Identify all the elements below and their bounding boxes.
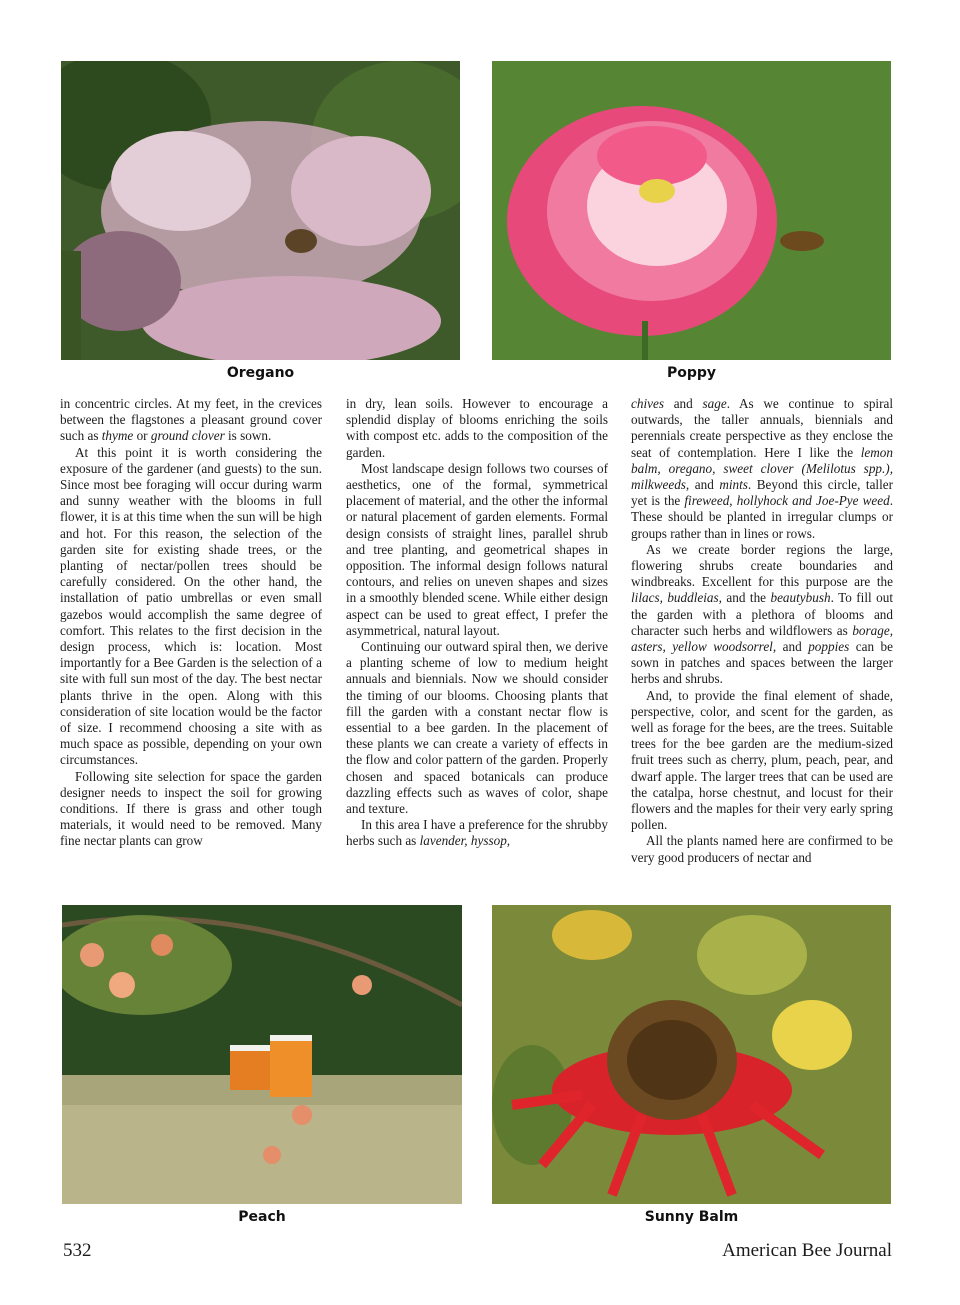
paragraph: Continuing our outward spiral then, we derive a planting scheme of low to medium height annuals and biennials. Now we should consider the timing of our blooms. Choosing plants that fill the garden with a constant nectar flow is essential to a bee garden. In the placement of these plants we can create a variety of effects in the flow and color pattern of the garden. Properly chosen and spaced botanicals can produce dazzling effects such as waves of color, shape and texture. [346, 639, 608, 817]
paragraph: Following site selection for space the garden designer needs to inspect the soil for growing conditions. If there is grass and other tough materials, it would need to be removed. Many fine nectar plants can grow [60, 768, 322, 849]
italic-term: sage [702, 396, 727, 411]
article-column-2 [346, 396, 608, 850]
poppy-photo [492, 61, 891, 360]
italic-term: chives [631, 396, 664, 411]
paragraph: in dry, lean soils. However to encourage a splendid display of blooms enriching the soils with compost etc. adds to the composition of the garden. [346, 396, 608, 460]
journal-title: American Bee Journal [722, 1240, 892, 1261]
paragraph: In this area I have a preference for the shrubby herbs such as lavender, hyssop, [346, 817, 608, 849]
peach-caption: Peach [238, 1209, 286, 1225]
sunny-balm-photo [492, 905, 891, 1204]
italic-term: mints [719, 477, 748, 493]
oregano-caption: Oregano [226, 365, 295, 381]
italic-term: fireweed, hollyhock and Joe-Pye weed [684, 493, 890, 509]
paragraph: chives and sage. As we continue to spiral outwards, the taller annuals, biennials and perennials create perspective as they enclose the seat of contemplation. Here I like the lemon balm, oregano, sweet clover (Melilotus spp.), milkweeds, and mints. Beyond this circle, taller yet is the fireweed, hollyhock and Joe-Pye weed. These should be planted in irregular clumps or groups rather than in lines or rows. [631, 396, 893, 541]
paragraph: And, to provide the final element of shade, perspective, color, and scent for the garden, as well as forage for the bees, are the trees. Suitable trees for the bee garden are the medium-sized fruit trees such as cherry, plum, peach, pear, and dwarf apple. The larger trees that can be used are the catalpa, horse chestnut, and locust for their flowers and the maples for their very early spring pollen. [631, 687, 893, 833]
oregano-photo [61, 61, 460, 360]
italic-term: lavender, hyssop, [419, 833, 511, 849]
article-column-1 [60, 396, 322, 850]
italic-term: borage, asters, yellow woodsorrel, [631, 622, 893, 655]
paragraph: As we create border regions the large, flowering shrubs create boundaries and windbreaks. Excellent for this purpose are the lilacs, buddleias, and the beautybush. To fill out the garden with a plethora of blooms and character such herbs and wildflowers as borage, asters, yellow woodsorrel, and poppies can be sown in patches and spaces between the larger herbs and shrubs. [631, 541, 893, 687]
article-column-3 [631, 396, 893, 866]
italic-term: beautybush [770, 590, 831, 606]
peach-photo [62, 905, 462, 1204]
paragraph: At this point it is worth considering the exposure of the gardener (and guests) to the sun. Since most bee foraging will occur during warm and sunny weather with the blooms in full flower, it is at this time when the sun will be high and hot. For this reason, the selection of the garden site for existing shade trees, or the planting of nectar/pollen trees should be carefully considered. On the other hand, the installation of patio umbrellas or even small gazebos would accomplish the same degree of comfort. This relates to the first decision in the design process, which is: location. Most importantly for a Bee Garden is the selection of a site with full sun most of the day. The best nectar plants thrive in the open. Along with this consideration of site location would be the factor of size. I recommend choosing a site with as much space as possible, depending on your own circumstances. [60, 444, 322, 768]
italic-term: lemon balm, oregano, sweet clover (Melilotus spp.), milkweeds, [631, 444, 893, 493]
italic-term: lilacs, buddleias, [631, 590, 722, 606]
italic-term: poppies [808, 639, 850, 655]
poppy-caption: Poppy [666, 365, 717, 381]
paragraph: in concentric circles. At my feet, in the crevices between the flagstones a pleasant ground cover such as thyme or ground clover is sown. [60, 396, 322, 444]
paragraph: Most landscape design follows two courses of aesthetics, one of the formal, symmetrical placement of material, and the other the informal or natural placement of garden elements. Formal design consists of straight lines, parallel shrub and tree planting, and geometrical shapes in opposition. The informal design follows natural contours, and relies on uneven shapes and sizes in a smoothly blended scene. While either design aspect can be used to great effect, I prefer the asymmetrical, natural layout. [346, 460, 608, 638]
paragraph: All the plants named here are confirmed to be very good producers of nectar and [631, 833, 893, 865]
sunny-balm-caption: Sunny Balm [644, 1209, 739, 1225]
italic-term: ground clover [150, 428, 225, 444]
italic-term: thyme [101, 428, 134, 444]
page-number: 532 [63, 1240, 92, 1261]
